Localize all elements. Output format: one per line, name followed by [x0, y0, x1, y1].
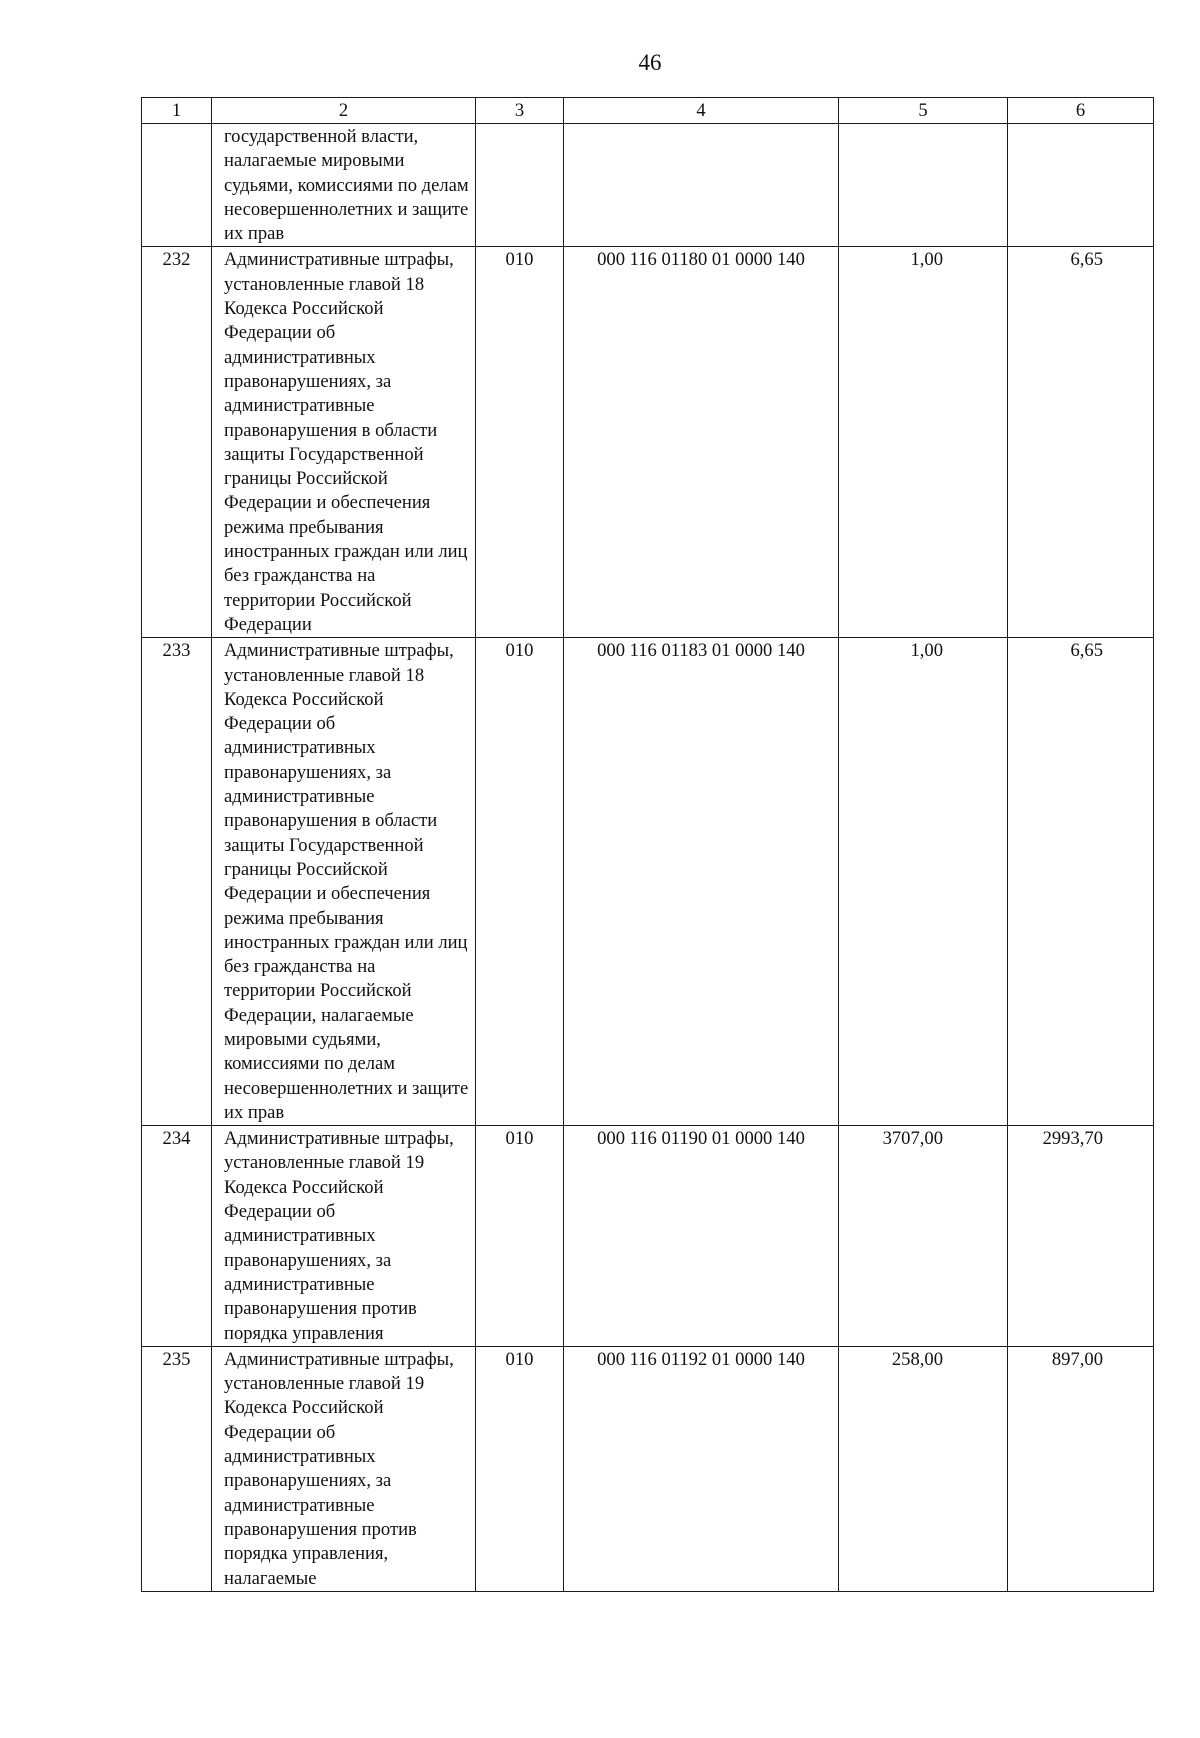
row-number: 232 — [142, 247, 212, 638]
column-header-4: 4 — [564, 98, 839, 124]
row-value-6: 6,65 — [1008, 247, 1154, 638]
table-row — [142, 1346, 1154, 1591]
row-value-5: 3707,00 — [839, 1126, 1008, 1347]
column-header-3: 3 — [476, 98, 564, 124]
row-description: Административные штрафы, установленные главой 19 Кодекса Российской Федерации об административных правонарушениях, за административные правонарушения против порядка управления, налагаемые — [212, 1346, 476, 1591]
row-budget-code: 000 116 01183 01 0000 140 — [564, 638, 839, 1126]
header-row — [142, 98, 1154, 124]
row-value-6: 6,65 — [1008, 638, 1154, 1126]
row-admin-code: 010 — [476, 638, 564, 1126]
column-header-1: 1 — [142, 98, 212, 124]
column-header-6: 6 — [1008, 98, 1154, 124]
row-value-5: 258,00 — [839, 1346, 1008, 1591]
row-description: Административные штрафы, установленные главой 18 Кодекса Российской Федерации об административных правонарушениях, за административные правонарушения в области защиты Государственной границы Российской Федерации и обеспечения режима пребывания иностранных граждан или лиц без гражданства на территории Российской Федерации — [212, 247, 476, 638]
table-row — [142, 247, 1154, 638]
row-number — [142, 124, 212, 247]
column-header-5: 5 — [839, 98, 1008, 124]
row-value-6: 2993,70 — [1008, 1126, 1154, 1347]
revenue-table — [141, 97, 1154, 1592]
row-budget-code — [564, 124, 839, 247]
row-budget-code: 000 116 01190 01 0000 140 — [564, 1126, 839, 1347]
row-number: 234 — [142, 1126, 212, 1347]
column-header-2: 2 — [212, 98, 476, 124]
row-value-6 — [1008, 124, 1154, 247]
table-row — [142, 124, 1154, 247]
row-admin-code: 010 — [476, 1126, 564, 1347]
row-value-5 — [839, 124, 1008, 247]
row-value-6: 897,00 — [1008, 1346, 1154, 1591]
row-admin-code: 010 — [476, 1346, 564, 1591]
row-number: 233 — [142, 638, 212, 1126]
row-description: Административные штрафы, установленные главой 19 Кодекса Российской Федерации об административных правонарушениях, за административные правонарушения против порядка управления — [212, 1126, 476, 1347]
table-row — [142, 1126, 1154, 1347]
row-description: государственной власти, налагаемые мировыми судьями, комиссиями по делам несовершеннолетних и защите их прав — [212, 124, 476, 247]
row-admin-code — [476, 124, 564, 247]
row-value-5: 1,00 — [839, 638, 1008, 1126]
row-budget-code: 000 116 01180 01 0000 140 — [564, 247, 839, 638]
row-admin-code: 010 — [476, 247, 564, 638]
row-description: Административные штрафы, установленные главой 18 Кодекса Российской Федерации об административных правонарушениях, за административные правонарушения в области защиты Государственной границы Российской Федерации и обеспечения режима пребывания иностранных граждан или лиц без гражданства на территории Российской Федерации, налагаемые мировыми судьями, комиссиями по делам несовершеннолетних и защите их прав — [212, 638, 476, 1126]
row-number: 235 — [142, 1346, 212, 1591]
page-number: 46 — [638, 50, 662, 75]
row-value-5: 1,00 — [839, 247, 1008, 638]
table-row — [142, 638, 1154, 1126]
row-budget-code: 000 116 01192 01 0000 140 — [564, 1346, 839, 1591]
